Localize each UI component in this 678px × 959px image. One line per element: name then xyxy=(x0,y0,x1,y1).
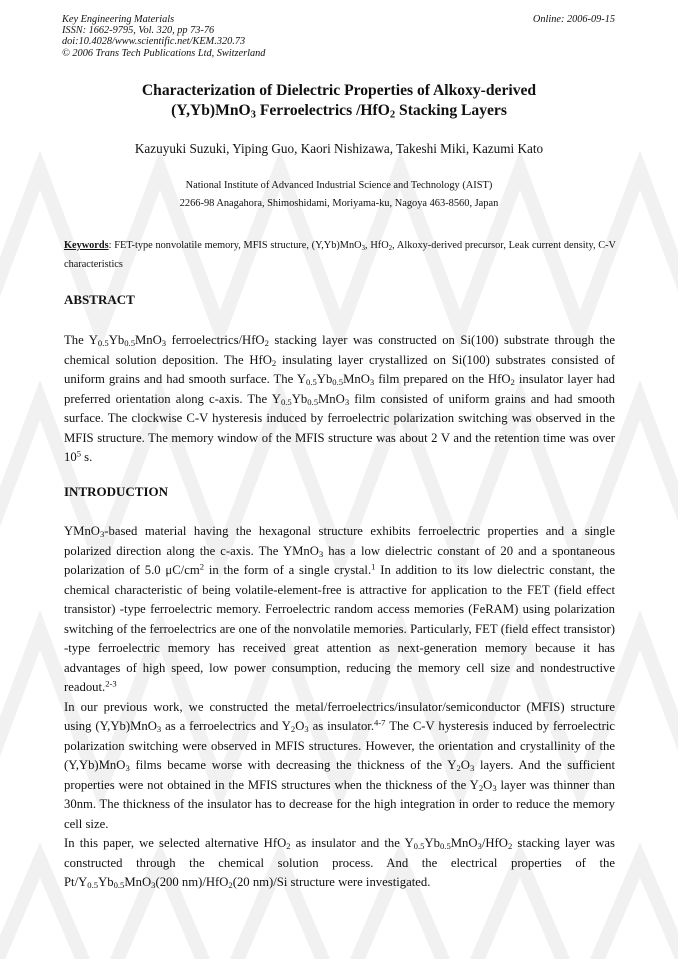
title-line-1: Characterization of Dielectric Properties of Alkoxy-derived xyxy=(141,82,537,99)
journal-name: Key Engineering Materials xyxy=(62,14,175,25)
abstract-heading: ABSTRACT xyxy=(64,292,135,307)
journal-copyright: © 2006 Trans Tech Publications Ltd, Switzerland xyxy=(62,47,266,59)
intro-paragraph-1: YMnO$_3$-based material having the hexagonal structure exhibits ferroelectric properties and a single polarized direction along the c-axis. The YMnO$_3$ has a low dielectric constant of 20 and a spontaneous polarization of 5.0 $\mu C/cm^2$ in the form of a single crystal.$^1$ In addition to its low dielectric constant, the chemical characteristic of being volatile-element-free is attractive for application to the FET (field effect transistor) -type ferroelectric memory. Ferroelectric random access memories (FeRAM) using polarization switching of the ferroelectrics are one of the nonvolatile memories. Particularly, FET (field effect transistor) -type ferroelectric memory has received great attention as next-generation memory because it has advantages of high speed, low power consumption, reducing the memory cell size and nondestructive readout.$^{2-3}$ xyxy=(64,524,616,694)
title-line-2: (Y,Yb)MnO$_3$ Ferroelectrics /HfO$_2$ Stacking Layers xyxy=(171,102,507,121)
intro-paragraph-3: In this paper, we selected alternative HfO$_2$ as insulator and the $Y_{0.5}Yb_{0.5}MnO_3/HfO_2$ stacking layer was constructed through the chemical solution process. And the electrical properties of the $Pt/Y_{0.5}Yb_{0.5}MnO_3(200$ nm)/HfO$_2$(20 nm)/Si structure were investigated. xyxy=(64,836,615,891)
affiliation-institute: National Institute of Advanced Industrial Science and Technology (AIST) xyxy=(185,180,493,191)
journal-header xyxy=(62,14,265,59)
keywords-label: Keywords xyxy=(64,240,109,251)
paper-title xyxy=(62,81,616,121)
author-list: Kazuyuki Suzuki, Yiping Guo, Kaori Nishizawa, Takeshi Miki, Kazumi Kato xyxy=(134,141,544,156)
journal-issn: ISSN: 1662-9795, Vol. 320, pp 73-76 xyxy=(62,25,215,37)
intro-paragraph-2: In our previous work, we constructed the metal/ferroelectrics/insulator/semiconductor (MFIS) structure using (Y,Yb)MnO$_3$ as a ferroelectrics and $Y_2O_3$ as insulator.$^{4-7}$ The C-V hysteresis induced by ferroelectric polarization switching were observed in MFIS structures. However, the orientation and crystallinity of the (Y,Yb)MnO$_3$ films became worse with decreasing the thickness of the $Y_2O_3$ layers. And the sufficient properties were not obtained in the MFIS structures when the thickness of the $Y_2O_3$ layer was thinner than 30nm. The thickness of the insulator has to decrease for the high integration in order to reduce the memory cell size. xyxy=(64,699,616,831)
affiliation-address: 2266-98 Anagahora, Shimoshidami, Moriyama-ku, Nagoya 463-8560, Japan xyxy=(179,198,499,209)
introduction-heading: INTRODUCTION xyxy=(64,484,169,499)
abstract-paragraph: The $Y_{0.5}Yb_{0.5}MnO_3$ ferroelectrics/HfO$_2$ stacking layer was constructed on Si(100) substrate through the chemical solution deposition. The HfO$_2$ insulating layer crystallized on Si(100) substrates consisted of uniform grains and had smooth surface. The $Y_{0.5}Yb_{0.5}MnO_3$ film prepared on the HfO$_2$ insulator layer had preferred orientation along c-axis. The $Y_{0.5}Yb_{0.5}MnO_3$ film consisted of uniform grains and had smooth surface. The clockwise C-V hysteresis induced by ferroelectric polarization switching was observed in the MFIS structure. The memory window of the MFIS structure was about 2 V and the retention time was over $10^5$ s. xyxy=(64,333,615,464)
online-date: Online: 2006-09-15 xyxy=(532,14,615,25)
introduction-body xyxy=(64,522,615,893)
keywords: Keywords: FET-type nonvolatile memory, MFIS structure, (Y,Yb)MnO$_3$, HfO$_2$, Alkoxy-derived precursor, Leak current density, C-V characteristics xyxy=(64,240,616,270)
journal-doi: doi:10.4028/www.scientific.net/KEM.320.73 xyxy=(62,36,246,48)
